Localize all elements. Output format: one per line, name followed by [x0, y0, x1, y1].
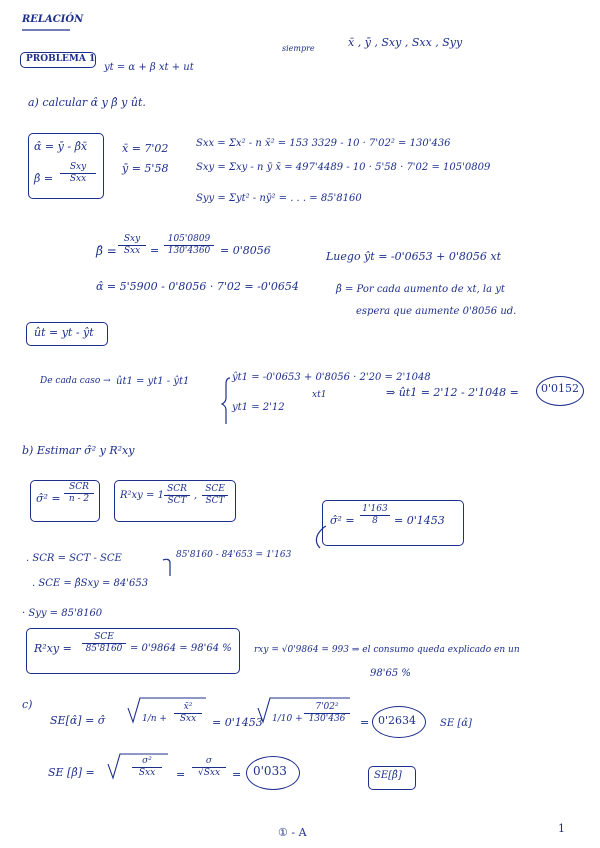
cada-caso: De cada caso → [40, 376, 111, 386]
header-note: siempre [282, 44, 315, 53]
r2-calc-frac [82, 632, 126, 656]
se-beta-den2: √Sxx [197, 768, 221, 779]
r2-calc-den: 85'8160 [85, 644, 123, 655]
se-beta-lhs: SE [β̂] = [48, 766, 95, 779]
eq-sign-1: = [150, 244, 160, 257]
ybar-value: ȳ = 5'58 [122, 162, 169, 175]
page-title: RELACIÓN [22, 14, 84, 25]
y1-hat: ŷt1 = -0'0653 + 0'8056 · 2'20 = 2'1048 [232, 372, 431, 383]
beta-calc-lhs: β̂ = [96, 244, 117, 258]
r2-num1: SCR [164, 484, 190, 496]
r2-frac1 [164, 484, 190, 508]
y1-value: yt1 = 2'12 [232, 402, 285, 413]
se-beta-num: σ² [132, 756, 162, 768]
se-alpha-result: 0'2634 [378, 714, 417, 727]
r2-frac2 [202, 484, 228, 508]
se-beta-den: Sxx [138, 768, 156, 779]
x1-label: xt1 [312, 390, 327, 400]
se-beta-label: SE[β̂] [374, 770, 402, 781]
beta-calc-result: = 0'8056 [220, 244, 271, 257]
page-number: 1 [558, 822, 565, 835]
sigma-den: n - 2 [68, 494, 90, 505]
part-b-label: b) Estimar σ̂² y R²xy [22, 444, 135, 457]
se-alpha-frac-num: x̄² [174, 702, 202, 714]
r2-sep: , [194, 490, 198, 501]
se-beta-num2: σ [192, 756, 226, 768]
beta-denominator: Sxx [69, 174, 87, 185]
residual-formula: ût = yt - ŷt [34, 326, 94, 339]
r2-lhs: R²xy = 1 - [120, 490, 171, 501]
r2-den2: SCT [205, 496, 225, 507]
r2-calc-result: = 0'9864 = 98'64 % [130, 643, 232, 654]
r2-calc-num: SCE [82, 632, 126, 644]
se-beta-eq: = [176, 768, 186, 781]
alpha-calc: α̂ = 5'5900 - 0'8056 · 7'02 = -0'0654 [96, 280, 299, 293]
sigma-num: SCR [64, 482, 94, 494]
se-alpha-lhs: SE[α̂] = σ̂ [50, 714, 106, 727]
sigma-result-frac [360, 504, 390, 528]
header-stats: x̄ , ȳ , Sxy , Sxx , Syy [348, 36, 463, 49]
residual-row: ût1 = yt1 - ŷt1 [116, 376, 190, 387]
alpha-formula: α̂ = ȳ - β̂x̄ [34, 140, 88, 153]
se-beta-result: 0'033 [253, 764, 287, 778]
sxy-line: Sxy = Σxy - n ȳ x̄ = 497'4489 - 10 · 5'58 · 7'02 = 105'0809 [196, 162, 491, 173]
sigma-result-num: 1'163 [360, 504, 390, 516]
se-beta-frac [132, 756, 162, 780]
beta-numerator: Sxy [60, 162, 96, 174]
beta-calc-frac2 [164, 234, 214, 258]
se-beta-eq2: = [232, 768, 242, 781]
sce-line: . SCE = β̂Sxy = 84'653 [32, 578, 149, 589]
scr-line: . SCR = SCT - SCE [26, 553, 122, 564]
beta-calc-num1: Sxy [118, 234, 146, 246]
beta-calc-num2: 105'0809 [164, 234, 214, 246]
se-alpha-label: SE [α̂] [440, 718, 472, 729]
final-residual: ⇒ ût1 = 2'12 - 2'1048 = [386, 386, 519, 399]
se-alpha-eq2: = [360, 716, 370, 729]
problem-label: PROBLEMA 1 [26, 54, 96, 64]
sigma-result-value: = 0'1453 [394, 514, 445, 527]
se-alpha-frac [174, 702, 202, 726]
se-alpha-frac2-num: 7'02² [304, 702, 350, 714]
syy-value: · Syy = 85'8160 [22, 608, 103, 619]
beta-calc-den1: Sxx [123, 246, 141, 257]
se-alpha-inner: 1/n + [142, 714, 167, 724]
model-equation: yt = α + β xt + ut [104, 62, 194, 73]
arrow-stroke [163, 559, 170, 576]
se-alpha-frac-den: Sxx [179, 714, 197, 725]
rxy-percent: 98'65 % [370, 668, 411, 679]
case-brace [222, 378, 230, 424]
beta-calc-frac1 [118, 234, 146, 258]
scr-value: 85'8160 - 84'653 = 1'163 [176, 550, 292, 560]
part-c-label: c) [22, 698, 33, 711]
beta-fraction [60, 162, 96, 186]
interpretation-2: espera que aumente 0'8056 ud. [356, 306, 517, 317]
se-alpha-frac2 [304, 702, 350, 726]
sigma-fraction [64, 482, 94, 506]
se-alpha-eq: = 0'1453 [212, 716, 263, 729]
se-alpha-frac2-den: 130'436 [308, 714, 346, 725]
sigma-lhs: σ̂² = [36, 492, 61, 505]
beta-calc-den2: 130'4360 [167, 246, 211, 257]
sigma-result-lhs: σ̂² = [330, 514, 355, 527]
rxy-line: rxy = √0'9864 = 993 ⇒ el consumo queda explicado en un [254, 645, 520, 655]
r2-calc-lhs: R²xy = [34, 642, 72, 655]
interpretation-1: β̂ = Por cada aumento de xt, la yt [336, 284, 505, 295]
syy-line: Syy = Σyt² - nȳ² = . . . = 85'8160 [196, 193, 362, 204]
se-alpha-inner2: 1/10 + [272, 714, 303, 724]
r2-den1: SCT [167, 496, 187, 507]
se-beta-frac2 [192, 756, 226, 780]
r2-num2: SCE [202, 484, 228, 496]
part-a-label: a) calcular α̂ y β̂ y ût. [28, 96, 146, 109]
beta-lhs: β̂ = [34, 172, 54, 185]
sigma-result-den: 8 [372, 516, 378, 527]
footer-center: ① - A [278, 826, 307, 839]
xbar-value: x̄ = 7'02 [122, 142, 169, 155]
fitted-line: Luego ŷt = -0'0653 + 0'8056 xt [326, 250, 501, 263]
final-residual-value: 0'0152 [541, 382, 580, 395]
sxx-line: Sxx = Σx² - n x̄² = 153 3329 - 10 · 7'02² = 130'436 [196, 138, 451, 149]
